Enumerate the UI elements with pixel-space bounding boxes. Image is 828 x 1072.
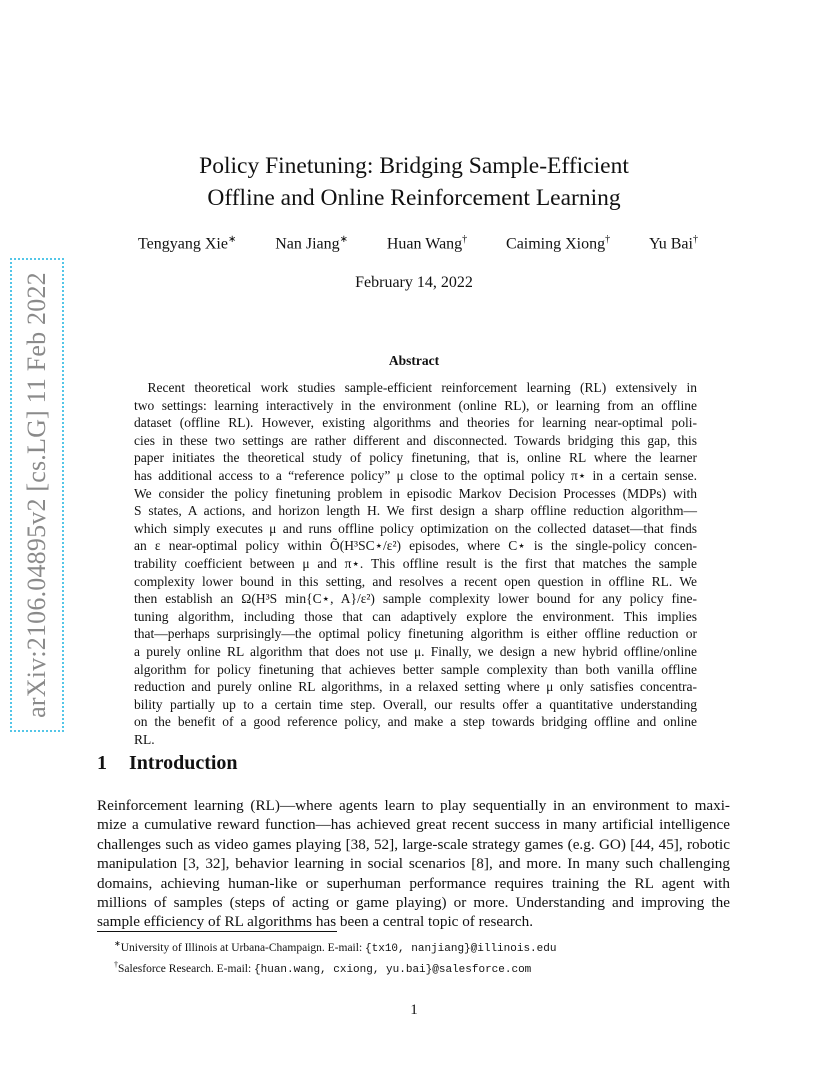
author-name: Huan Wang — [386, 235, 463, 253]
author — [138, 234, 236, 253]
author-list — [138, 234, 698, 253]
introduction-paragraph — [97, 796, 730, 932]
author — [387, 234, 467, 253]
abstract-line: reduction and purely online RL algorithms, in a relaxed setting where μ only satisfies concentra- — [134, 679, 697, 695]
intro-line: challenges such as video games playing [38, 52], large-scale strategy games (e.g. GO) [44, 45], robotic — [97, 835, 730, 853]
abstract-line: on the benefit of a good reference policy, and make a step towards bridging offline and online — [134, 714, 697, 730]
intro-line: mize a cumulative reward function—has achieved great recent success in many artificial intelligence — [97, 816, 730, 834]
intro-line: sample efficiency of RL algorithms has been a central topic of research. — [97, 913, 534, 931]
footnote — [114, 957, 556, 978]
intro-line: Reinforcement learning (RL)—where agents learn to play sequentially in an environment to maxi- — [97, 797, 730, 814]
author-name: Tengyang Xie — [138, 235, 228, 253]
abstract-line: complexity lower bound in this setting, and resolves a recent open question in offline RL. We — [134, 573, 697, 589]
author-affiliation-mark: ∗ — [339, 234, 349, 245]
author-name: Yu Bai — [648, 235, 693, 253]
author — [649, 234, 698, 253]
arxiv-identifier-stamp — [10, 258, 64, 732]
footnotes — [114, 936, 556, 978]
abstract-line: RL. — [134, 731, 155, 747]
arxiv-identifier-text: arXiv:2106.04895v2 [cs.LG] 11 Feb 2022 — [22, 272, 52, 718]
abstract-heading: Abstract — [388, 353, 440, 368]
abstract-line: S states, A actions, and horizon length H. We first design a sharp offline reduction algorithm— — [134, 503, 697, 519]
abstract-line: trability coefficient between μ and π⋆. This offline result is the first that matches the sample — [134, 555, 697, 571]
author-name: Nan Jiang — [275, 235, 340, 253]
footnote — [114, 936, 556, 957]
footnote-email: {huan.wang, cxiong, yu.bai}@salesforce.com — [254, 963, 532, 976]
author-affiliation-mark: † — [462, 234, 468, 245]
page-number: 1 — [410, 1002, 418, 1018]
section-heading — [97, 752, 238, 775]
publication-date: February 14, 2022 — [355, 274, 473, 291]
footnote-mark: ∗ — [114, 939, 121, 948]
abstract-line: an ε near-optimal policy within Õ(H³SC⋆/ε²) episodes, where C⋆ is the single-policy concen- — [134, 538, 697, 554]
paper-title — [100, 150, 728, 214]
author-affiliation-mark: ∗ — [227, 234, 237, 245]
title-line-1: Policy Finetuning: Bridging Sample-Efficient — [199, 153, 629, 179]
author-name: Caiming Xiong — [506, 235, 606, 253]
abstract-line: that—perhaps surprisingly—the optimal policy finetuning algorithm is either offline reduction or — [134, 626, 697, 642]
abstract-line: paper initiates the theoretical study of policy finetuning, that is, online RL where the learner — [134, 450, 697, 466]
abstract-line: cies in these two settings are rather different and disconnected. Towards bridging this gap, this — [134, 432, 697, 448]
abstract-line: a purely online RL algorithm that does not use μ. Finally, we design a new hybrid offline/online — [134, 643, 697, 659]
abstract-line: bility partially up to a certain time step. Overall, our results offer a quantitative understanding — [134, 696, 697, 712]
abstract-line: tuning algorithm, including those that can adaptively explore the environment. This implies — [134, 608, 697, 624]
abstract-line: We consider the policy finetuning problem in episodic Markov Decision Processes (MDPs) with — [134, 485, 697, 501]
abstract-line: algorithm for policy finetuning that achieves better sample complexity than both vanilla offline — [134, 661, 697, 677]
intro-line: millions of samples (steps of acting or game playing) or more. Understanding and improving the — [97, 893, 730, 911]
abstract-line: two settings: learning interactively in the environment (online RL), or learning from an offline — [134, 397, 697, 413]
footnote-text: Salesforce Research. E-mail: — [118, 962, 255, 975]
abstract-line: dataset (offline RL). However, existing algorithms and theories for learning near-optimal poli- — [134, 415, 697, 431]
abstract-line: Recent theoretical work studies sample-efficient reinforcement learning (RL) extensively in — [134, 380, 697, 395]
section-title: Introduction — [129, 752, 238, 774]
author-affiliation-mark: † — [692, 234, 698, 245]
author — [506, 234, 610, 253]
intro-line: domains, achieving human-like or superhuman performance requires training the RL agent with — [97, 874, 730, 892]
author-affiliation-mark: † — [605, 234, 611, 245]
abstract-line: which simply executes μ and runs offline policy optimization on the collected dataset—that finds — [134, 520, 697, 536]
footnote-mark: † — [114, 959, 118, 969]
abstract-body — [134, 379, 697, 748]
abstract-line: then establish an Ω(H³S min{C⋆, A}/ε²) sample complexity lower bound for any policy fine- — [134, 591, 697, 607]
title-line-2: Offline and Online Reinforcement Learning — [207, 185, 621, 211]
author — [275, 234, 348, 253]
section-number: 1 — [97, 752, 107, 774]
footnote-email: {tx10, nanjiang}@illinois.edu — [365, 942, 557, 955]
abstract-line: has additional access to a “reference policy” μ close to the optimal policy π⋆ in a certain sense. — [134, 467, 697, 483]
footnote-divider — [97, 931, 337, 932]
footnote-text: University of Illinois at Urbana-Champaign. E-mail: — [120, 941, 366, 954]
intro-line: manipulation [3, 32], behavior learning in social scenarios [8], and more. In many such challenging — [97, 855, 730, 873]
